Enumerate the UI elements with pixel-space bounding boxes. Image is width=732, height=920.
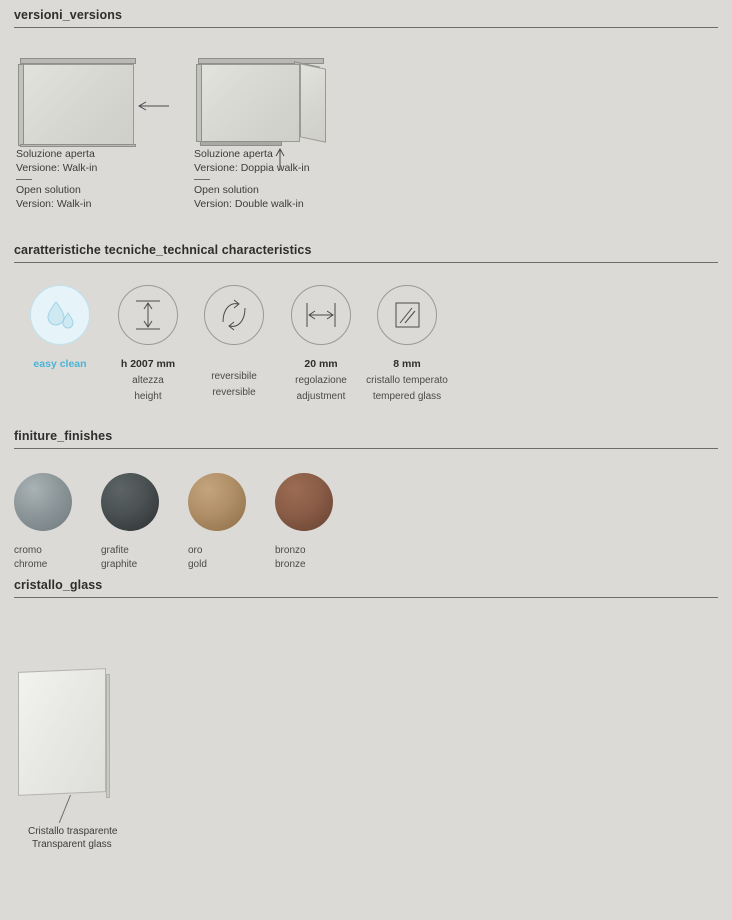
caption-divider bbox=[16, 179, 32, 180]
caption-en-line2: Version: Walk-in bbox=[16, 197, 92, 210]
finish-swatch bbox=[188, 473, 246, 531]
glass-edge bbox=[106, 674, 110, 798]
caption-en bbox=[194, 184, 374, 211]
finish-label-en: graphite bbox=[101, 558, 138, 570]
caption-it-line2: Versione: Doppia walk-in bbox=[194, 161, 310, 174]
finish-label-en: gold bbox=[188, 558, 207, 570]
tech-label-it: reversibile bbox=[211, 371, 257, 382]
section-versions bbox=[14, 8, 718, 218]
horizontal-double-arrow-icon bbox=[291, 285, 351, 345]
caption-en-line2: Version: Double walk-in bbox=[194, 197, 304, 210]
section-finishes bbox=[14, 429, 718, 593]
tech-value: 20 mm bbox=[304, 358, 338, 370]
finish-label-it: grafite bbox=[101, 545, 129, 556]
bottom-edge bbox=[20, 144, 136, 147]
tech-label-it: regolazione bbox=[295, 375, 347, 386]
tech-item-height bbox=[102, 285, 194, 403]
finishes-row bbox=[14, 473, 718, 593]
divider bbox=[14, 262, 718, 263]
tech-item-reversible bbox=[188, 285, 280, 399]
finish-swatch bbox=[275, 473, 333, 531]
tech-label-it: cristallo temperato bbox=[366, 375, 448, 386]
caption-it bbox=[16, 148, 176, 175]
caption-en-line1: Open solution bbox=[16, 184, 81, 196]
tech-label-it: altezza bbox=[132, 375, 164, 386]
arrow-up-icon bbox=[274, 147, 286, 171]
section-technical-characteristics bbox=[14, 243, 718, 425]
divider bbox=[14, 597, 718, 598]
transparent-glass-sample bbox=[18, 668, 106, 796]
glass-pane-icon bbox=[377, 285, 437, 345]
tech-value: 8 mm bbox=[393, 358, 421, 370]
glass-panel-return bbox=[300, 63, 326, 143]
finish-label-it: oro bbox=[188, 545, 203, 556]
glass-area bbox=[14, 670, 718, 920]
glass-caption-it: Cristallo trasparente bbox=[28, 826, 118, 837]
section-title-technical: caratteristiche tecniche_technical characteristics bbox=[14, 243, 312, 257]
reversible-arrows-icon bbox=[204, 285, 264, 345]
tech-label-en: reversible bbox=[212, 386, 256, 398]
section-glass bbox=[14, 578, 718, 920]
finish-label-it: bronzo bbox=[275, 545, 306, 556]
finish-label-en: bronze bbox=[275, 558, 306, 570]
section-title-glass: cristallo_glass bbox=[14, 578, 103, 592]
tech-item-adjustment bbox=[275, 285, 367, 403]
bottom-bar bbox=[200, 141, 282, 146]
caption-en bbox=[16, 184, 176, 211]
arrow-left-icon bbox=[136, 100, 170, 112]
divider bbox=[14, 448, 718, 449]
version-item-walk-in bbox=[16, 28, 176, 211]
tech-item-easy-clean bbox=[14, 285, 106, 371]
version-2-drawing bbox=[194, 28, 374, 148]
caption-en-line1: Open solution bbox=[194, 184, 259, 196]
finish-swatch bbox=[101, 473, 159, 531]
section-title-versions: versioni_versions bbox=[14, 8, 123, 22]
water-drops-icon bbox=[30, 285, 90, 345]
leader-line bbox=[59, 795, 71, 823]
finish-label-en: chrome bbox=[14, 558, 48, 570]
tech-label-en: adjustment bbox=[296, 390, 346, 402]
section-title-finishes: finiture_finishes bbox=[14, 429, 113, 443]
finish-swatch bbox=[14, 473, 72, 531]
technical-row bbox=[14, 285, 718, 425]
caption-divider bbox=[194, 179, 210, 180]
version-item-double-walk-in bbox=[194, 28, 374, 211]
finish-item-bronze[interactable] bbox=[275, 473, 385, 571]
caption-it-line2: Versione: Walk-in bbox=[16, 161, 98, 174]
tech-value: h 2007 mm bbox=[120, 358, 176, 370]
glass-caption-en: Transparent glass bbox=[32, 839, 112, 850]
vertical-double-arrow-icon bbox=[118, 285, 178, 345]
side-post bbox=[196, 64, 202, 142]
glass-panel-main bbox=[200, 64, 300, 142]
tech-label-en: tempered glass bbox=[372, 390, 442, 402]
glass-panel bbox=[22, 64, 134, 146]
caption-it-line1: Soluzione aperta bbox=[16, 148, 95, 160]
finish-label-it: cromo bbox=[14, 545, 42, 556]
tech-label-en: height bbox=[134, 390, 162, 402]
side-post bbox=[18, 64, 24, 146]
glass-caption bbox=[28, 825, 117, 851]
version-1-drawing bbox=[16, 28, 176, 148]
caption-it-line1: Soluzione aperta bbox=[194, 148, 273, 160]
versions-row bbox=[14, 28, 718, 218]
tech-value: easy clean bbox=[33, 358, 87, 370]
tech-item-tempered-glass bbox=[361, 285, 453, 403]
